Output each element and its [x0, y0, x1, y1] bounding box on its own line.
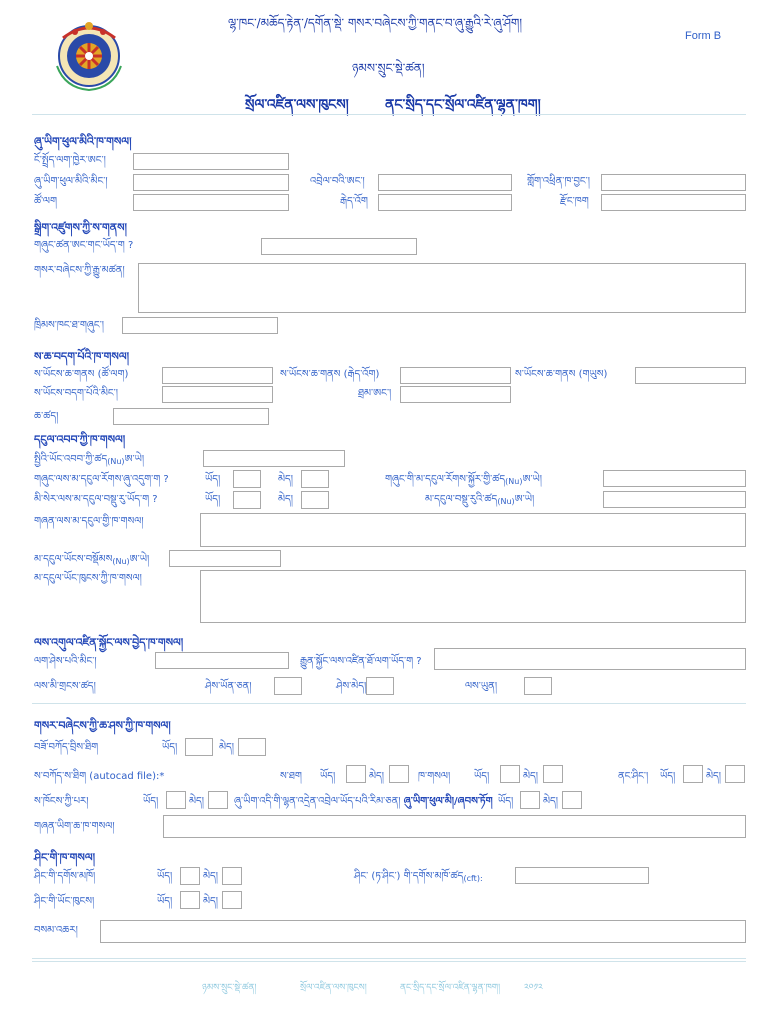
drawing-no-checkbox[interactable] — [238, 738, 266, 756]
wood-needed-label: ཤིང་གི་དགོས་མཁོ། — [34, 871, 96, 882]
nu-unit: (Nu) — [107, 457, 125, 466]
worker-count-label: ལས་མི་གྲངས་ཚད། — [34, 681, 96, 692]
purpose-label: གསར་བཞེངས་ཀྱི་རྒྱུ་མཚན། — [34, 265, 125, 276]
wood-source-label: ཤིང་གི་ཡོང་ཁུངས། — [34, 896, 95, 907]
total-amount-text: མ་དངུལ་ཡོངས་བསྡོམས — [34, 554, 113, 565]
wood-needed-yes-checkbox[interactable] — [180, 867, 200, 885]
interior-no-checkbox[interactable] — [725, 765, 745, 783]
construction-type-label: གཞུང་ཚན་ཨང་གང་ཡོད་ག ? — [34, 240, 134, 251]
fund-source-textarea[interactable] — [200, 570, 746, 623]
wood-volume-input[interactable] — [515, 867, 649, 884]
thram-dzongkhag-input[interactable] — [635, 367, 746, 384]
section-wood: ཤིང་གི་ཁ་གསལ། — [34, 851, 96, 864]
permit-question-label — [234, 796, 493, 808]
govt-fund-amount-label — [385, 474, 542, 488]
dzongkhag-label: རྫོང་ཁག — [560, 196, 589, 207]
mid-divider — [32, 703, 746, 704]
section-personal: ཞུ་ཡིག་ཕུལ་མིའི་ཁ་གསལ། — [34, 135, 132, 148]
wood-needed-no-checkbox[interactable] — [222, 867, 242, 885]
duration-label: ལས་ཡུན། — [465, 681, 498, 692]
gewog-input[interactable] — [378, 194, 512, 211]
design-question-label: རྒྱུན་སྐྱོང་ལས་འཛིན་ཐོ་ལག་ཡོད་ག ? — [300, 656, 422, 667]
wood-needed-no-label: མེད། — [203, 871, 219, 882]
footer-office: སྲོལ་འཛིན་ལས་ཁུངས། — [300, 983, 367, 993]
nu-unit: (Nu) — [505, 477, 523, 486]
thram-dzongkhag-label: ས་ཡོངས་ཆ་གནས (གཡུས) — [515, 369, 608, 380]
total-amount-label — [34, 554, 149, 568]
wood-source-no-checkbox[interactable] — [222, 891, 242, 909]
email-input[interactable] — [601, 174, 746, 191]
elevation-no-label: མེད། — [369, 771, 385, 782]
site-photo-label: ས་ཁོངས་ཀྱི་པར། — [34, 796, 89, 807]
footer-year: ༢༠༡༢ — [524, 983, 543, 993]
public-fund-amount-label — [425, 494, 534, 508]
elevation-yes-checkbox[interactable] — [346, 765, 366, 783]
construction-type-input[interactable] — [261, 238, 417, 255]
public-fund-no-checkbox[interactable] — [301, 491, 329, 509]
section-drawings: གསར་བཞེངས་ཀྱི་ཆ་ཤས་ཀྱི་ཁ་གསལ། — [34, 719, 171, 732]
skilled-label: ཤེས་ཡོན་ཅན། — [205, 681, 252, 692]
wood-source-yes-label: ཡོད། — [157, 896, 173, 907]
site-photo-no-checkbox[interactable] — [208, 791, 228, 809]
site-photo-yes-checkbox[interactable] — [166, 791, 186, 809]
public-fund-amount-text: མ་དངུལ་བསྡུ་རུའི་ཚད — [425, 494, 498, 505]
interior-label: ནང་ཤིང་། — [618, 771, 649, 782]
section-owner: ས་ཆ་བདག་པོའི་ཁ་གསལ། — [34, 350, 130, 363]
interior-yes-label: ཡོད། — [660, 771, 676, 782]
plot-no-label: ཁྲིམས་ཁང་ཐ་གཞུང་། — [34, 320, 105, 331]
owner-name-label: ས་ཡོངས་བདག་པོའི་མིང་། — [34, 388, 118, 399]
applicant-name-label: ཞུ་ཡིག་ཕུལ་མིའི་མིང་། — [34, 176, 108, 187]
thram-no-label: ཐྲམ་ཨང་། — [358, 388, 392, 399]
govt-fund-amount-text: གཞུང་གི་མ་དངུལ་རོགས་སྐྱོར་གྱི་ཚད — [385, 474, 506, 485]
unskilled-input[interactable] — [366, 677, 394, 695]
section-finance: དངུལ་འབབ་ཀྱི་ཁ་གསལ། — [34, 433, 126, 446]
footer-divider-1 — [32, 958, 746, 959]
public-fund-yes-checkbox[interactable] — [233, 491, 261, 509]
site-photo-no-label: མེད། — [189, 796, 205, 807]
department-title: ཉམས་སྲུང་སྡེ་ཚན། — [352, 61, 425, 75]
govt-fund-yes-checkbox[interactable] — [233, 470, 261, 488]
owner-name-input[interactable] — [162, 386, 273, 403]
permit-no-label: མེད། — [543, 796, 559, 807]
drawing-yes-checkbox[interactable] — [185, 738, 213, 756]
section-location: སྒྲིག་འཛུགས་ཀྱི་ས་གནས། — [34, 221, 128, 234]
unskilled-label: ཤེས་མེད། — [336, 681, 367, 692]
permit-yes-checkbox[interactable] — [520, 791, 540, 809]
interior-yes-checkbox[interactable] — [683, 765, 703, 783]
email-label: གློག་འཕྲིན་ཁ་བྱང་། — [527, 176, 590, 187]
ministry-title: ནང་སྲིད་དང་སྲོལ་འཛིན་ལྷན་ཁག། — [385, 97, 541, 113]
contractor-name-label: ལག་ཤེས་པའི་མིང་། — [34, 656, 97, 667]
skilled-input[interactable] — [274, 677, 302, 695]
village-input[interactable] — [133, 194, 289, 211]
gewog-label: རྒེད་འོག — [340, 196, 368, 207]
cid-input[interactable] — [133, 153, 289, 170]
phone-label: འབྲེལ་བའི་ཨང་། — [310, 176, 365, 187]
govt-fund-no-label: མེད། — [278, 474, 294, 485]
permit-yes-label: ཡོད། — [498, 796, 514, 807]
cid-label: ངོ་སྤྲོད་ལག་ཁྱེར་ཨང་། — [34, 155, 106, 166]
section-design: ལས་འགུལ་འཛིན་སྐྱོང་ལས་བྱེད་ཁ་གསལ། — [34, 636, 184, 649]
estimated-cost-label — [34, 454, 144, 468]
govt-fund-no-checkbox[interactable] — [301, 470, 329, 488]
nu-suffix: ཨ་ཡེ། — [129, 554, 150, 565]
fund-source-label: མ་དངུལ་ཡོང་ཁུངས་ཀྱི་ཁ་གསལ། — [34, 573, 142, 584]
elevation-label: ས་ཐག — [280, 771, 302, 782]
village-label: ཚོ་ལག — [34, 196, 58, 207]
estimated-cost-text: སྤྱིའི་ཡོང་འབབ་ཀྱི་ཚད — [34, 454, 108, 465]
drawing-label: བཟོ་བཀོད་བྲིས་ཐིག — [34, 742, 99, 753]
thram-village-input[interactable] — [162, 367, 273, 384]
section-yes-checkbox[interactable] — [500, 765, 520, 783]
drawing-yes-label: ཡོད། — [162, 742, 178, 753]
plot-area-label: ཆ་ཚད། — [34, 411, 59, 422]
purpose-textarea[interactable] — [138, 263, 746, 313]
wood-source-yes-checkbox[interactable] — [180, 891, 200, 909]
section-yes-label: ཡོད། — [474, 771, 490, 782]
nu-suffix: ཨ་ཡེ། — [514, 494, 535, 505]
thram-no-input[interactable] — [400, 386, 511, 403]
wood-source-no-label: མེད། — [203, 896, 219, 907]
office-title: སྲོལ་འཛིན་ལས་ཁུངས། — [245, 97, 349, 113]
plot-no-input[interactable] — [122, 317, 278, 334]
remarks-label: བསམ་འཆར། — [34, 925, 78, 936]
public-fund-amount-input[interactable] — [603, 491, 746, 508]
cft-unit: (cft): — [463, 874, 483, 883]
footer-ministry: ནང་སྲིད་དང་སྲོལ་འཛིན་ལྷན་ཁག། — [400, 983, 501, 993]
design-answer-input[interactable] — [434, 648, 746, 670]
total-amount-input[interactable] — [169, 550, 281, 567]
section-no-label: མེད། — [523, 771, 539, 782]
form-title: ལྷ་ཁང་/མཆོད་རྟེན་/དགོན་སྡེ་ གསར་བཞེངས་ཀྱི་གནང་བ་ཞུ་རྒྱུའི་རེ་ཞུ་ཤོག། — [228, 16, 523, 30]
nu-unit: (Nu) — [112, 557, 130, 566]
form-code: Form B — [685, 30, 722, 42]
thram-village-label: ས་ཡོངས་ཆ་གནས (ཚོ་ལག) — [34, 369, 129, 380]
site-photo-yes-label: ཡོད། — [143, 796, 159, 807]
govt-fund-amount-input[interactable] — [603, 470, 746, 487]
contractor-name-input[interactable] — [155, 652, 289, 669]
govt-fund-yes-label: ཡོད། — [205, 474, 221, 485]
thram-gewog-label: ས་ཡོངས་ཆ་གནས (རྒེད་འོག) — [280, 369, 380, 380]
wood-volume-text: ཤིང་ (ཏ་ཤིང་) གི་དགོས་མཁོ་ཚད — [354, 871, 464, 882]
header-divider — [32, 114, 746, 115]
footer-department: ཉམས་སྲུང་སྡེ་ཚན། — [202, 983, 257, 993]
applicant-name-input[interactable] — [133, 174, 289, 191]
elevation-yes-label: ཡོད། — [320, 771, 336, 782]
drawing-no-label: མེད། — [219, 742, 235, 753]
other-details-input[interactable] — [163, 815, 746, 838]
wood-volume-label — [354, 871, 483, 885]
nu-suffix: ཨ་ཡེ། — [522, 474, 543, 485]
permit-question-text: ཞུ་ཡིག་འདི་གི་ལྷན་འདྲེན་འབྲེལ་ཡོད་པའི་རིམ་ཅན། — [234, 796, 401, 807]
public-fund-label: མི་སེར་ལས་མ་དངུལ་བསྡུ་རུ་ཡོད་ག ? — [34, 494, 158, 505]
fund-details-textarea[interactable] — [200, 513, 746, 547]
wood-needed-yes-label: ཡོད། — [157, 871, 173, 882]
other-details-label: གཞན་ཡིག་ཆ་ཁ་གསལ། — [34, 821, 115, 832]
duration-input[interactable] — [524, 677, 552, 695]
footer-divider-2 — [32, 961, 746, 962]
elevation-no-checkbox[interactable] — [389, 765, 409, 783]
remarks-input[interactable] — [100, 920, 746, 943]
public-fund-no-label: མེད། — [278, 494, 294, 505]
bhutan-emblem-icon — [45, 18, 133, 98]
estimated-cost-input[interactable] — [203, 450, 345, 467]
permit-highlight: ཞུ་ཡིག་ཕུལ་མི།/ཞབས་ཏོག — [403, 796, 493, 807]
fund-details-label: གཞན་ལས་མ་དངུལ་གྱི་ཁ་གསལ། — [34, 516, 144, 527]
permit-no-checkbox[interactable] — [562, 791, 582, 809]
section-no-checkbox[interactable] — [543, 765, 563, 783]
interior-no-label: མེད། — [706, 771, 722, 782]
plan-autocad-label: ས་བཀོད་ས་ཐིག (autocad file):* — [34, 771, 165, 782]
public-fund-yes-label: ཡོད། — [205, 494, 221, 505]
phone-input[interactable] — [378, 174, 512, 191]
plot-area-input[interactable] — [113, 408, 269, 425]
govt-fund-label: གཞུང་ལས་མ་དངུལ་རོགས་ཞུ་འདུག་ག ? — [34, 474, 169, 485]
dzongkhag-input[interactable] — [601, 194, 746, 211]
nu-unit: (Nu) — [497, 497, 515, 506]
section-label: ཁ་གསལ། — [418, 771, 451, 782]
thram-gewog-input[interactable] — [400, 367, 511, 384]
nu-suffix: ཨ་ཡེ། — [124, 454, 145, 465]
